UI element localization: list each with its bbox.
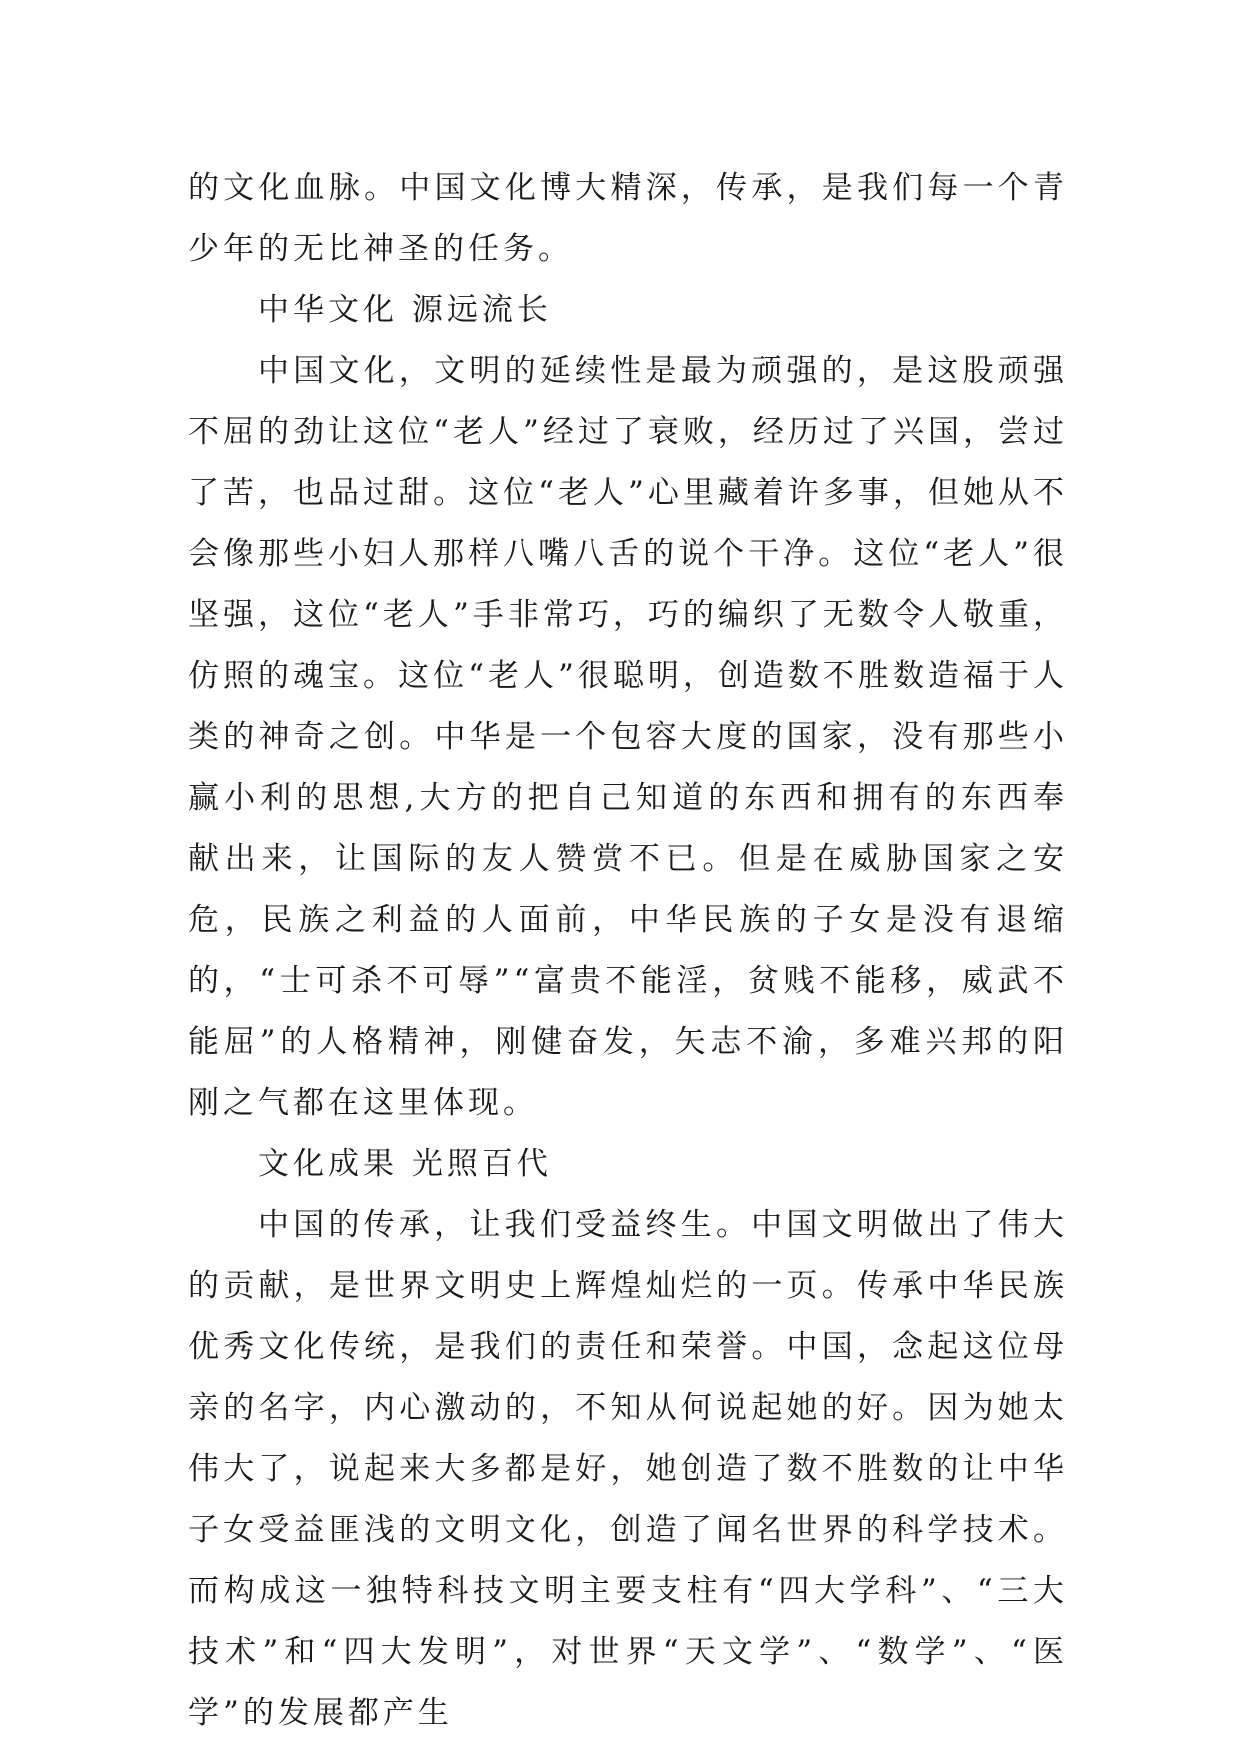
body-paragraph: 的文化血脉。中国文化博大精深，传承，是我们每一个青少年的无比神圣的任务。 bbox=[188, 170, 1068, 267]
section-heading: 中华文化 源远流长 bbox=[258, 292, 552, 328]
body-paragraph: 中国文化，文明的延续性是最为顽强的，是这股顽强不屈的劲让这位“老人”经过了衰败，经历过了兴国，尝过了苦，也品过甜。这位“老人”心里藏着许多事，但她从不会像那些小妇人那样八嘴八舌的说个干净。这位“老人”很坚强，这位“老人”手非常巧，巧的编织了无数令人敬重，仿照的魂宝。这位“老人”很聪明，创造数不胜数造福于人类的神奇之创。中华是一个包容大度的国家，没有那些小赢小利的思想,大方的把自己知道的东西和拥有的东西奉献出来，让国际的友人赞赏不已。但是在威胁国家之安危，民族之利益的人面前，中华民族的子女是没有退缩的，“士可杀不可辱”“富贵不能淫，贫贱不能移，威武不能屈”的人格精神，刚健奋发，矢志不渝，多难兴邦的阳刚之气都在这里体现。 bbox=[188, 353, 1068, 1121]
body-paragraph: 中国的传承，让我们受益终生。中国文明做出了伟大的贡献，是世界文明史上辉煌灿烂的一页。传承中华民族优秀文化传统，是我们的责任和荣誉。中国，念起这位母亲的名字，内心激动的，不知从何说起她的好。因为她太伟大了，说起来大多都是好，她创造了数不胜数的让中华子女受益匪浅的文明文化，创造了闻名世界的科学技术。而构成这一独特科技文明主要支柱有“四大学科”、“三大技术”和“四大发明”，对世界“天文学”、“数学”、“医学”的发展都产生 bbox=[188, 1207, 1068, 1731]
document-page bbox=[188, 158, 1068, 1744]
section-heading: 文化成果 光照百代 bbox=[258, 1146, 552, 1182]
